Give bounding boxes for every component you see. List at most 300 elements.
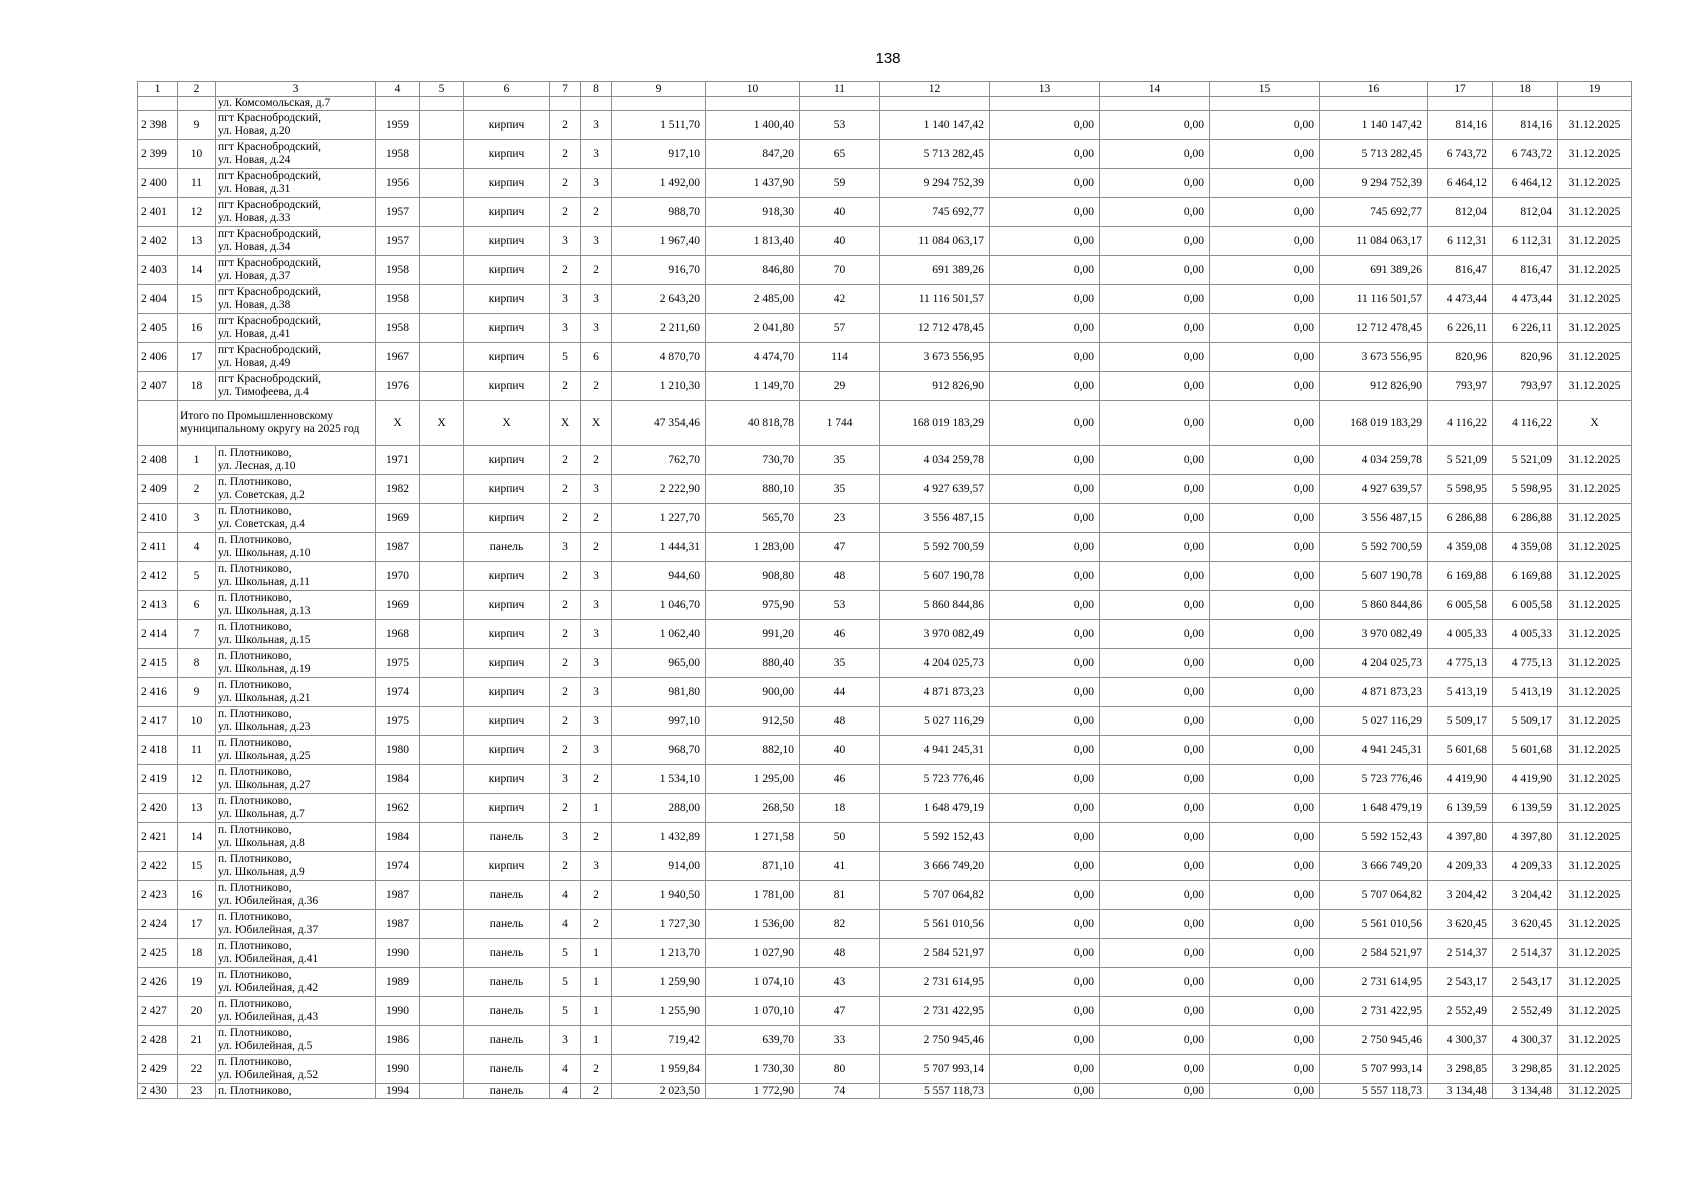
cost-16: 912 826,90 [1320,372,1428,401]
cost-13: 0,00 [990,910,1100,939]
address [216,140,376,169]
address [216,707,376,736]
residents: 80 [800,1055,880,1084]
address-locality: пгт Краснобродский, [218,112,322,124]
row-id: 2 416 [138,678,178,707]
cost-per-m2: 4 005,33 [1428,620,1493,649]
cost-limit: 6 139,59 [1493,794,1558,823]
column-header-6: 6 [464,82,550,97]
address-locality: п. Плотниково, [218,969,292,981]
cost-14: 0,00 [1100,881,1210,910]
total-area: 288,00 [612,794,706,823]
entrances: 2 [581,504,612,533]
residents: 40 [800,736,880,765]
wall-material: панель [464,1026,550,1055]
address-street: ул. Юбилейная, д.52 [218,1069,319,1081]
table-row [138,591,1632,620]
total-c15: 0,00 [1210,401,1320,446]
address [216,997,376,1026]
address-locality: п. Плотниково, [218,882,292,894]
col-5 [420,314,464,343]
cost-15: 0,00 [1210,620,1320,649]
address-street: ул. Школьная, д.13 [218,605,311,617]
cost-14: 0,00 [1100,169,1210,198]
row-index: 13 [178,227,216,256]
total-area: 1 959,84 [612,1055,706,1084]
row-id: 2 413 [138,591,178,620]
cost-limit: 6 464,12 [1493,169,1558,198]
wall-material: кирпич [464,227,550,256]
col-5 [420,1084,464,1099]
col-5 [420,140,464,169]
cost-total: 5 707 064,82 [880,881,990,910]
deadline: 31.12.2025 [1558,227,1632,256]
cost-14: 0,00 [1100,997,1210,1026]
cost-13: 0,00 [990,765,1100,794]
cost-15: 0,00 [1210,852,1320,881]
row-id: 2 408 [138,446,178,475]
wall-material: панель [464,1084,550,1099]
cost-15: 0,00 [1210,649,1320,678]
living-area: 871,10 [706,852,800,881]
row-index: 12 [178,198,216,227]
cost-per-m2: 6 169,88 [1428,562,1493,591]
year-built: 1990 [376,939,420,968]
deadline: 31.12.2025 [1558,1026,1632,1055]
cost-limit: 6 112,31 [1493,227,1558,256]
cost-16: 4 871 873,23 [1320,678,1428,707]
living-area: 900,00 [706,678,800,707]
row-id: 2 428 [138,1026,178,1055]
table-row [138,372,1632,401]
cost-total: 5 860 844,86 [880,591,990,620]
entrances: 1 [581,1026,612,1055]
residents: 46 [800,620,880,649]
row-id: 2 398 [138,111,178,140]
col-5 [420,446,464,475]
floors: 2 [550,736,581,765]
cost-per-m2: 5 601,68 [1428,736,1493,765]
floors: 4 [550,910,581,939]
cost-per-m2: 5 598,95 [1428,475,1493,504]
row-index: 15 [178,285,216,314]
address-locality: п. Плотниково, [218,1056,292,1068]
year-built: 1968 [376,620,420,649]
column-header-19: 19 [1558,82,1632,97]
row-index: 18 [178,372,216,401]
deadline: 31.12.2025 [1558,314,1632,343]
total-area: 1 511,70 [612,111,706,140]
row-index: 9 [178,678,216,707]
total-area: 1 444,31 [612,533,706,562]
wall-material: кирпич [464,314,550,343]
deadline: 31.12.2025 [1558,852,1632,881]
cost-limit: 812,04 [1493,198,1558,227]
row-id: 2 404 [138,285,178,314]
year-built: 1975 [376,707,420,736]
row-index: 23 [178,1084,216,1099]
row-index: 11 [178,736,216,765]
address [216,1055,376,1084]
address: п. Плотниково, [216,1084,376,1099]
deadline: 31.12.2025 [1558,169,1632,198]
cost-limit: 5 601,68 [1493,736,1558,765]
col-5 [420,736,464,765]
living-area: 1 400,40 [706,111,800,140]
address-street: ул. Школьная, д.27 [218,779,311,791]
entrances: 3 [581,852,612,881]
cost-limit: 4 300,37 [1493,1026,1558,1055]
cost-per-m2: 812,04 [1428,198,1493,227]
total-c19: X [1558,401,1632,446]
address-street: ул. Школьная, д.7 [218,808,305,820]
address [216,620,376,649]
row-id: 2 412 [138,562,178,591]
cost-15: 0,00 [1210,707,1320,736]
residents: 18 [800,794,880,823]
total-area: 1 213,70 [612,939,706,968]
cost-14: 0,00 [1100,314,1210,343]
cost-per-m2: 2 552,49 [1428,997,1493,1026]
wall-material: кирпич [464,446,550,475]
cost-14: 0,00 [1100,562,1210,591]
total-c16: 168 019 183,29 [1320,401,1428,446]
floors: 3 [550,285,581,314]
living-area: 2 041,80 [706,314,800,343]
residents: 40 [800,227,880,256]
entrances: 3 [581,707,612,736]
total-label: Итого по Промышленновскому муниципальному округу на 2025 год [178,401,376,446]
living-area: 1 149,70 [706,372,800,401]
total-area: 1 534,10 [612,765,706,794]
row-index: 12 [178,765,216,794]
row-index: 18 [178,939,216,968]
table-row [138,314,1632,343]
address [216,285,376,314]
cost-limit: 6 169,88 [1493,562,1558,591]
entrances: 3 [581,314,612,343]
address-street: ул. Советская, д.4 [218,518,305,530]
entrances: 2 [581,881,612,910]
col-5 [420,1055,464,1084]
living-area: 880,40 [706,649,800,678]
living-area: 1 271,58 [706,823,800,852]
floors: 2 [550,562,581,591]
cost-16: 3 666 749,20 [1320,852,1428,881]
cost-13: 0,00 [990,997,1100,1026]
cost-total: 4 871 873,23 [880,678,990,707]
column-header-2: 2 [178,82,216,97]
col-5 [420,343,464,372]
cost-15: 0,00 [1210,285,1320,314]
cost-13: 0,00 [990,649,1100,678]
address-street: ул. Школьная, д.25 [218,750,311,762]
cost-13: 0,00 [990,823,1100,852]
living-area: 1 536,00 [706,910,800,939]
floors: 2 [550,678,581,707]
residents: 43 [800,968,880,997]
cost-16: 5 592 152,43 [1320,823,1428,852]
floors: 2 [550,794,581,823]
address-locality: п. Плотниково, [218,911,292,923]
living-area: 2 485,00 [706,285,800,314]
row-id: 2 427 [138,997,178,1026]
year-built: 1989 [376,968,420,997]
col-5 [420,227,464,256]
wall-material: кирпич [464,678,550,707]
deadline: 31.12.2025 [1558,736,1632,765]
living-area: 565,70 [706,504,800,533]
cost-13: 0,00 [990,852,1100,881]
cost-16: 4 204 025,73 [1320,649,1428,678]
cost-per-m2: 5 521,09 [1428,446,1493,475]
col-5 [420,562,464,591]
year-built: 1976 [376,372,420,401]
wall-material: панель [464,939,550,968]
total-c6: X [464,401,550,446]
address-street: ул. Юбилейная, д.5 [218,1040,313,1052]
cost-15: 0,00 [1210,1026,1320,1055]
cost-15: 0,00 [1210,968,1320,997]
year-built: 1984 [376,765,420,794]
floors: 2 [550,591,581,620]
wall-material: кирпич [464,852,550,881]
total-area: 917,10 [612,140,706,169]
table-row [138,562,1632,591]
residents: 82 [800,910,880,939]
cost-per-m2: 4 359,08 [1428,533,1493,562]
cost-limit: 3 620,45 [1493,910,1558,939]
address [216,649,376,678]
cost-13: 0,00 [990,227,1100,256]
cost-limit: 4 473,44 [1493,285,1558,314]
cost-13: 0,00 [990,881,1100,910]
housing-registry-table [137,81,1632,1099]
cost-per-m2: 6 005,58 [1428,591,1493,620]
address-street: ул. Школьная, д.10 [218,547,311,559]
residents: 35 [800,446,880,475]
row-id: 2 403 [138,256,178,285]
cost-total: 3 556 487,15 [880,504,990,533]
living-area: 730,70 [706,446,800,475]
cost-total: 745 692,77 [880,198,990,227]
row-id: 2 417 [138,707,178,736]
cost-16: 5 027 116,29 [1320,707,1428,736]
address-locality: пгт Краснобродский, [218,373,322,385]
year-built: 1957 [376,227,420,256]
cost-total: 5 561 010,56 [880,910,990,939]
deadline: 31.12.2025 [1558,562,1632,591]
deadline: 31.12.2025 [1558,285,1632,314]
cost-total: 4 034 259,78 [880,446,990,475]
deadline: 31.12.2025 [1558,707,1632,736]
cost-per-m2: 5 509,17 [1428,707,1493,736]
col-5 [420,1026,464,1055]
column-header-14: 14 [1100,82,1210,97]
entrances: 2 [581,765,612,794]
residents: 29 [800,372,880,401]
cost-16: 1 648 479,19 [1320,794,1428,823]
column-header-3: 3 [216,82,376,97]
year-built: 1975 [376,649,420,678]
column-header-17: 17 [1428,82,1493,97]
year-built: 1990 [376,1055,420,1084]
cost-total: 5 027 116,29 [880,707,990,736]
deadline: 31.12.2025 [1558,504,1632,533]
cost-16: 3 673 556,95 [1320,343,1428,372]
cost-15: 0,00 [1210,765,1320,794]
col-5 [420,533,464,562]
wall-material: панель [464,910,550,939]
cost-total: 2 731 614,95 [880,968,990,997]
table-row [138,111,1632,140]
address-street: ул. Школьная, д.8 [218,837,305,849]
col-5 [420,765,464,794]
cost-total: 5 723 776,46 [880,765,990,794]
cost-15: 0,00 [1210,372,1320,401]
cost-per-m2: 2 543,17 [1428,968,1493,997]
entrances: 2 [581,372,612,401]
cost-total: 5 713 282,45 [880,140,990,169]
cost-14: 0,00 [1100,140,1210,169]
cost-16: 2 584 521,97 [1320,939,1428,968]
total-area: 988,70 [612,198,706,227]
cost-15: 0,00 [1210,504,1320,533]
deadline: 31.12.2025 [1558,343,1632,372]
row-id: 2 407 [138,372,178,401]
cost-13: 0,00 [990,169,1100,198]
living-area: 880,10 [706,475,800,504]
table-row [138,285,1632,314]
total-area: 1 062,40 [612,620,706,649]
continued-address: ул. Комсомольская, д.7 [216,97,376,111]
address-street: ул. Новая, д.41 [218,328,291,340]
table-row [138,256,1632,285]
col-5 [420,591,464,620]
cost-total: 2 584 521,97 [880,939,990,968]
total-area: 1 227,70 [612,504,706,533]
wall-material: кирпич [464,765,550,794]
cost-15: 0,00 [1210,997,1320,1026]
col-5 [420,649,464,678]
cost-per-m2: 3 620,45 [1428,910,1493,939]
row-id: 2 406 [138,343,178,372]
address [216,910,376,939]
wall-material: панель [464,997,550,1026]
row-id: 2 424 [138,910,178,939]
floors: 5 [550,997,581,1026]
wall-material: панель [464,881,550,910]
cost-16: 745 692,77 [1320,198,1428,227]
cost-limit: 5 413,19 [1493,678,1558,707]
year-built: 1959 [376,111,420,140]
row-index: 1 [178,446,216,475]
address-locality: п. Плотниково, [218,592,292,604]
col-5 [420,939,464,968]
cost-total: 2 750 945,46 [880,1026,990,1055]
cost-15: 0,00 [1210,256,1320,285]
column-header-12: 12 [880,82,990,97]
address [216,1026,376,1055]
cost-limit: 6 226,11 [1493,314,1558,343]
row-index: 4 [178,533,216,562]
address [216,533,376,562]
residents: 48 [800,562,880,591]
floors: 2 [550,852,581,881]
table-row [138,823,1632,852]
row-index: 15 [178,852,216,881]
cost-total: 9 294 752,39 [880,169,990,198]
wall-material: кирпич [464,794,550,823]
address-street: ул. Новая, д.33 [218,212,291,224]
year-built: 1958 [376,140,420,169]
cost-total: 3 673 556,95 [880,343,990,372]
row-id: 2 405 [138,314,178,343]
address-locality: п. Плотниково, [218,505,292,517]
address-street: ул. Школьная, д.15 [218,634,311,646]
entrances: 3 [581,111,612,140]
address-locality: пгт Краснобродский, [218,286,322,298]
cost-total: 5 557 118,73 [880,1084,990,1099]
address-locality: п. Плотниково, [218,621,292,633]
entrances: 6 [581,343,612,372]
residents: 47 [800,533,880,562]
residents: 46 [800,765,880,794]
cost-14: 0,00 [1100,256,1210,285]
total-area: 762,70 [612,446,706,475]
cost-15: 0,00 [1210,198,1320,227]
residents: 35 [800,649,880,678]
row-index: 8 [178,649,216,678]
total-c18: 4 116,22 [1493,401,1558,446]
table-row [138,1055,1632,1084]
row-index: 6 [178,591,216,620]
address-locality: п. Плотниково, [218,476,292,488]
floors: 2 [550,475,581,504]
entrances: 3 [581,140,612,169]
cost-limit: 6 743,72 [1493,140,1558,169]
deadline: 31.12.2025 [1558,372,1632,401]
cost-14: 0,00 [1100,794,1210,823]
total-area: 914,00 [612,852,706,881]
cost-per-m2: 6 139,59 [1428,794,1493,823]
cost-13: 0,00 [990,939,1100,968]
address-street: ул. Новая, д.31 [218,183,291,195]
entrances: 3 [581,678,612,707]
cost-total: 4 204 025,73 [880,649,990,678]
address-locality: пгт Краснобродский, [218,344,322,356]
address [216,504,376,533]
wall-material: панель [464,533,550,562]
cost-total: 1 648 479,19 [880,794,990,823]
cost-13: 0,00 [990,1026,1100,1055]
cost-14: 0,00 [1100,475,1210,504]
address-locality: п. Плотниково, [218,824,292,836]
total-area: 4 870,70 [612,343,706,372]
entrances: 2 [581,446,612,475]
cost-limit: 5 598,95 [1493,475,1558,504]
entrances: 1 [581,794,612,823]
deadline: 31.12.2025 [1558,997,1632,1026]
cost-14: 0,00 [1100,446,1210,475]
address-street: ул. Юбилейная, д.42 [218,982,319,994]
entrances: 3 [581,227,612,256]
cost-16: 11 084 063,17 [1320,227,1428,256]
year-built: 1987 [376,881,420,910]
living-area: 908,80 [706,562,800,591]
cost-16: 11 116 501,57 [1320,285,1428,314]
total-area: 916,70 [612,256,706,285]
